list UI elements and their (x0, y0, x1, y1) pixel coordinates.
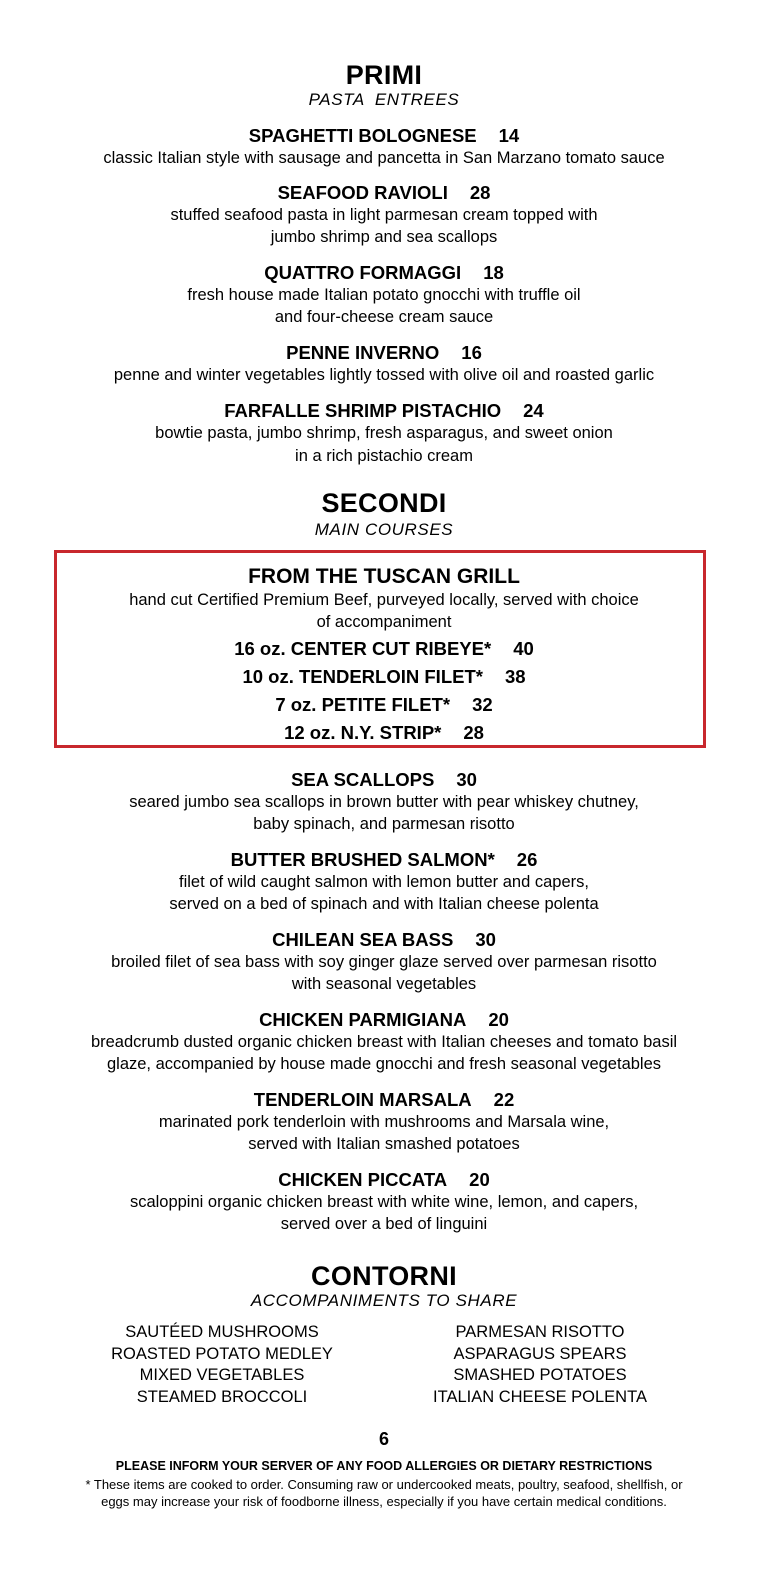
item-desc: in a rich pistachio cream (295, 447, 473, 465)
menu-item (0, 849, 768, 915)
item-price: 32 (472, 694, 493, 715)
primi-header (0, 60, 768, 110)
item-price: 30 (456, 769, 477, 790)
grill-desc: of accompaniment (316, 613, 452, 631)
item-desc: seared jumbo sea scallops in brown butter with pear whiskey chutney, (129, 793, 639, 811)
menu-item (0, 400, 768, 467)
disclaimer (40, 1476, 728, 1510)
item-price: 28 (469, 182, 491, 203)
item-price: 30 (475, 929, 496, 950)
item-desc: broiled filet of sea bass with soy ginger glaze served over parmesan risotto (111, 953, 657, 971)
contorni-header (0, 1261, 768, 1311)
page-number: 6 (378, 1429, 389, 1449)
item-desc: classic Italian style with sausage and pancetta in San Marzano tomato sauce (103, 149, 665, 167)
tuscan-grill-section (0, 565, 768, 747)
menu-item (0, 1169, 768, 1235)
item-name: PENNE INVERNO 16 (286, 342, 482, 363)
menu-item (0, 182, 768, 248)
item-price: 38 (504, 666, 526, 687)
grill-title: FROM THE TUSCAN GRILL (248, 565, 520, 588)
item-name: SEA SCALLOPS 30 (291, 769, 477, 790)
menu-item (0, 769, 768, 835)
item-desc: served over a bed of linguini (280, 1215, 488, 1233)
item-desc: breadcrumb dusted organic chicken breast with Italian cheeses and tomato basil (90, 1033, 678, 1051)
item-price: 28 (463, 722, 484, 743)
item-desc: with seasonal vegetables (291, 975, 477, 993)
item-name: SEAFOOD RAVIOLI 28 (277, 182, 491, 203)
section-subtitle: ACCOMPANIMENTS TO SHARE (250, 1291, 518, 1310)
item-desc: served with Italian smashed potatoes (248, 1135, 520, 1153)
secondi-header (0, 488, 768, 540)
item-price: 20 (469, 1169, 490, 1190)
section-title: PRIMI (345, 60, 423, 90)
section-subtitle: MAIN COURSES (314, 520, 454, 539)
menu-item (0, 342, 768, 386)
item-price: 40 (513, 638, 534, 659)
item-price: 20 (488, 1009, 509, 1030)
grill-desc: hand cut Certified Premium Beef, purveyed locally, served with choice (129, 591, 639, 609)
item-price: 16 (461, 342, 482, 363)
section-subtitle: PASTA ENTREES (308, 90, 460, 109)
menu-item (0, 1009, 768, 1075)
side-item: MIXED VEGETABLES (139, 1366, 305, 1384)
item-desc: jumbo shrimp and sea scallops (270, 228, 498, 246)
disclaimer-line: eggs may increase your risk of foodborne illness, especially if you have certain medical conditions. (101, 1494, 667, 1509)
item-name: QUATTRO FORMAGGI 18 (264, 262, 504, 283)
item-desc: penne and winter vegetables lightly tossed with olive oil and roasted garlic (113, 366, 655, 384)
item-name: CHICKEN PICCATA 20 (278, 1169, 490, 1190)
menu-item (0, 125, 768, 169)
item-name: TENDERLOIN MARSALA 22 (253, 1089, 515, 1110)
side-item: ITALIAN CHEESE POLENTA (433, 1387, 647, 1406)
item-desc: glaze, accompanied by house made gnocchi and fresh seasonal vegetables (106, 1055, 662, 1073)
side-item: ROASTED POTATO MEDLEY (111, 1344, 333, 1363)
section-title: CONTORNI (311, 1261, 457, 1291)
item-name: CHICKEN PARMIGIANA 20 (259, 1009, 509, 1030)
side-item: ASPARAGUS SPEARS (453, 1344, 627, 1363)
grill-item: 10 oz. TENDERLOIN FILET* 38 (242, 666, 526, 687)
grill-item: 12 oz. N.Y. STRIP* 28 (284, 722, 484, 743)
grill-item: 7 oz. PETITE FILET* 32 (275, 694, 493, 715)
item-desc: and four-cheese cream sauce (274, 308, 494, 326)
item-desc: fresh house made Italian potato gnocchi with truffle oil (187, 286, 581, 304)
sides-right-column (380, 1322, 700, 1408)
disclaimer-line: * These items are cooked to order. Consuming raw or undercooked meats, poultry, seafood, shellfish, or (85, 1477, 683, 1492)
side-item: PARMESAN RISOTTO (455, 1323, 625, 1341)
menu-item (0, 262, 768, 328)
sides-left-column (62, 1322, 382, 1408)
item-desc: stuffed seafood pasta in light parmesan cream topped with (170, 206, 598, 224)
menu-item (0, 929, 768, 995)
item-desc: scaloppini organic chicken breast with white wine, lemon, and capers, (129, 1193, 639, 1211)
item-name: CHILEAN SEA BASS 30 (272, 929, 496, 950)
side-item: SAUTÉED MUSHROOMS (125, 1323, 319, 1341)
menu-item (0, 1089, 768, 1155)
side-item: STEAMED BROCCOLI (136, 1387, 308, 1406)
item-price: 18 (483, 262, 504, 283)
item-name: SPAGHETTI BOLOGNESE 14 (248, 125, 520, 146)
item-price: 24 (523, 400, 544, 421)
item-name: FARFALLE SHRIMP PISTACHIO 24 (224, 400, 544, 421)
item-desc: baby spinach, and parmesan risotto (253, 815, 515, 833)
item-desc: served on a bed of spinach and with Italian cheese polenta (169, 895, 599, 913)
item-desc: filet of wild caught salmon with lemon butter and capers, (179, 873, 589, 891)
item-desc: marinated pork tenderloin with mushrooms and Marsala wine, (158, 1113, 610, 1131)
section-title: SECONDI (321, 488, 447, 518)
allergy-notice: PLEASE INFORM YOUR SERVER OF ANY FOOD ALLERGIES OR DIETARY RESTRICTIONS (115, 1459, 653, 1473)
item-price: 26 (516, 849, 538, 870)
item-desc: bowtie pasta, jumbo shrimp, fresh asparagus, and sweet onion (155, 424, 613, 442)
side-item: SMASHED POTATOES (453, 1366, 627, 1384)
item-price: 14 (498, 125, 520, 146)
grill-item: 16 oz. CENTER CUT RIBEYE* 40 (234, 638, 534, 659)
item-name: BUTTER BRUSHED SALMON* 26 (230, 849, 538, 870)
item-price: 22 (493, 1089, 515, 1110)
